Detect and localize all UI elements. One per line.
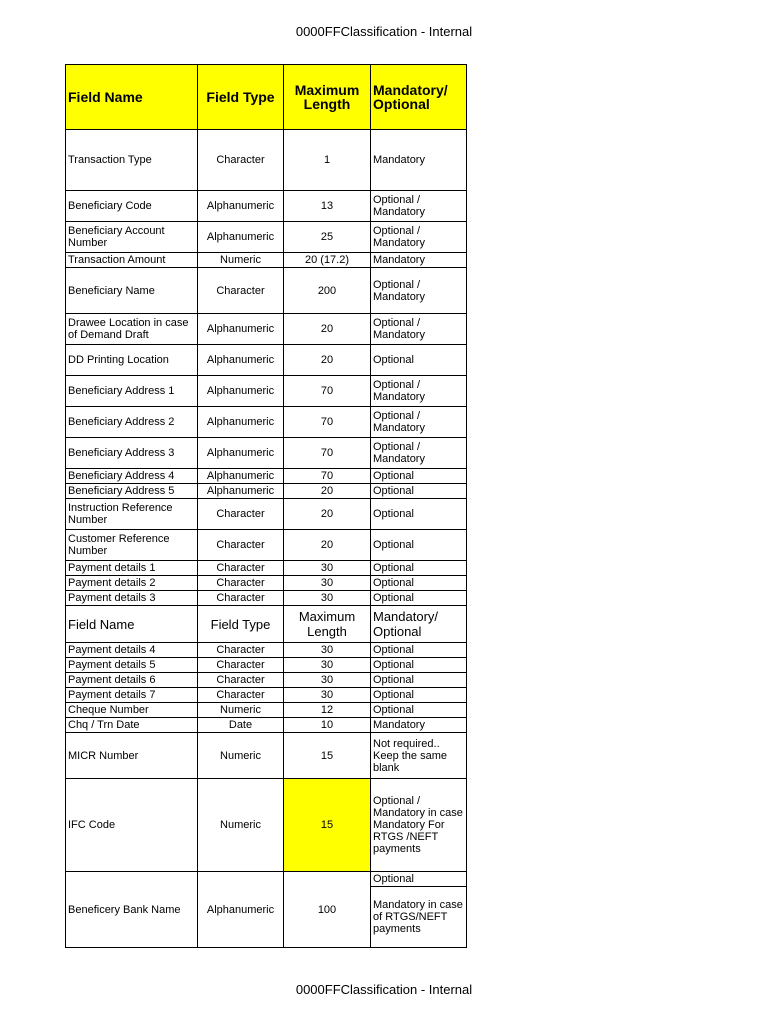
table-row xyxy=(66,407,467,438)
field-name-cell: Beneficiary Address 4 xyxy=(66,469,198,484)
field-name-cell: Beneficiary Code xyxy=(66,191,198,222)
mandatory-cell: Optional xyxy=(371,345,467,376)
max-length-cell: 70 xyxy=(284,469,371,484)
field-type-cell: Character xyxy=(198,130,284,191)
mandatory-cell: Optional xyxy=(371,658,467,673)
field-type-cell: Alphanumeric xyxy=(198,469,284,484)
mandatory-cell: Optional / Mandatory xyxy=(371,222,467,253)
mandatory-cell: Mandatory in case of RTGS/NEFT payments xyxy=(371,887,467,948)
mandatory-cell: Optional xyxy=(371,688,467,703)
table-row xyxy=(66,643,467,658)
mandatory-cell: Optional xyxy=(371,703,467,718)
max-length-cell: 200 xyxy=(284,268,371,314)
mandatory-cell: Optional / Mandatory in case Mandatory For RTGS /NEFT payments xyxy=(371,779,467,872)
max-length-cell: 30 xyxy=(284,576,371,591)
field-type-cell: Character xyxy=(198,268,284,314)
max-length-cell: 20 xyxy=(284,530,371,561)
field-name-cell: MICR Number xyxy=(66,733,198,779)
field-type-cell: Alphanumeric xyxy=(198,484,284,499)
max-length-cell: 70 xyxy=(284,407,371,438)
max-length-cell: 30 xyxy=(284,591,371,606)
field-spec-table xyxy=(65,64,467,948)
field-name-cell: Beneficery Bank Name xyxy=(66,872,198,948)
field-type-cell: Character xyxy=(198,591,284,606)
table-row xyxy=(66,314,467,345)
max-length-cell: 20 xyxy=(284,484,371,499)
mandatory-cell: Optional / Mandatory xyxy=(371,407,467,438)
field-type-cell: Character xyxy=(198,673,284,688)
table-row xyxy=(66,253,467,268)
mandatory-cell: Optional xyxy=(371,499,467,530)
field-name-cell: Payment details 2 xyxy=(66,576,198,591)
table-row xyxy=(66,484,467,499)
max-length-cell: 10 xyxy=(284,718,371,733)
field-name-cell: Drawee Location in case of Demand Draft xyxy=(66,314,198,345)
header-field-type: Field Type xyxy=(198,65,284,130)
mandatory-cell: Optional / Mandatory xyxy=(371,438,467,469)
field-name-cell: Beneficiary Account Number xyxy=(66,222,198,253)
table-row xyxy=(66,191,467,222)
mandatory-cell: Optional xyxy=(371,643,467,658)
mandatory-cell: Mandatory xyxy=(371,253,467,268)
mandatory-cell: Optional xyxy=(371,561,467,576)
table-row xyxy=(66,376,467,407)
field-type-cell: Alphanumeric xyxy=(198,222,284,253)
max-length-cell: 30 xyxy=(284,658,371,673)
mandatory-cell: Optional xyxy=(371,872,467,887)
field-type-cell: Character xyxy=(198,530,284,561)
mandatory-cell: Optional xyxy=(371,576,467,591)
field-name-cell: Payment details 3 xyxy=(66,591,198,606)
field-type-cell: Numeric xyxy=(198,253,284,268)
field-name-cell: Beneficiary Name xyxy=(66,268,198,314)
mandatory-cell: Optional xyxy=(371,591,467,606)
classification-header: 0000FFClassification - Internal xyxy=(295,24,473,39)
table-row xyxy=(66,658,467,673)
mandatory-cell: Optional / Mandatory xyxy=(371,314,467,345)
table-row xyxy=(66,688,467,703)
mandatory-cell: Optional / Mandatory xyxy=(371,191,467,222)
max-length-cell: 13 xyxy=(284,191,371,222)
table-row xyxy=(66,591,467,606)
max-length-cell: 20 xyxy=(284,499,371,530)
field-type-cell: Character xyxy=(198,643,284,658)
table-row xyxy=(66,703,467,718)
header-mandatory: Mandatory/ Optional xyxy=(371,65,467,130)
field-name-cell: Transaction Amount xyxy=(66,253,198,268)
table-row xyxy=(66,779,467,872)
field-name-cell: Beneficiary Address 1 xyxy=(66,376,198,407)
field-name-cell: Chq / Trn Date xyxy=(66,718,198,733)
mandatory-cell: Optional xyxy=(371,530,467,561)
table-row xyxy=(66,561,467,576)
mandatory-cell: Optional / Mandatory xyxy=(371,376,467,407)
field-type-cell: Character xyxy=(198,688,284,703)
field-name-cell: Payment details 7 xyxy=(66,688,198,703)
field-type-cell: Numeric xyxy=(198,703,284,718)
field-name-cell: Payment details 1 xyxy=(66,561,198,576)
mandatory-cell: Mandatory xyxy=(371,718,467,733)
max-length-cell: 15 xyxy=(284,733,371,779)
field-name-cell: IFC Code xyxy=(66,779,198,872)
header-field-name: Field Name xyxy=(66,606,198,643)
table-row xyxy=(66,438,467,469)
field-name-cell: Payment details 5 xyxy=(66,658,198,673)
field-name-cell: Beneficiary Address 3 xyxy=(66,438,198,469)
classification-footer: 0000FFClassification - Internal xyxy=(295,982,473,997)
field-name-cell: DD Printing Location xyxy=(66,345,198,376)
table-header-row xyxy=(66,65,467,130)
max-length-cell: 30 xyxy=(284,561,371,576)
field-name-cell: Transaction Type xyxy=(66,130,198,191)
table-row xyxy=(66,469,467,484)
max-length-cell: 30 xyxy=(284,643,371,658)
mandatory-cell: Optional xyxy=(371,469,467,484)
field-type-cell: Character xyxy=(198,658,284,673)
mandatory-cell: Mandatory xyxy=(371,130,467,191)
table-row xyxy=(66,499,467,530)
table-row xyxy=(66,530,467,561)
table-row xyxy=(66,576,467,591)
table-header-row-repeat xyxy=(66,606,467,643)
table-row xyxy=(66,130,467,191)
field-name-cell: Instruction Reference Number xyxy=(66,499,198,530)
field-type-cell: Alphanumeric xyxy=(198,345,284,376)
table-row xyxy=(66,718,467,733)
table-row xyxy=(66,733,467,779)
table-row xyxy=(66,222,467,253)
max-length-cell: 30 xyxy=(284,688,371,703)
field-type-cell: Alphanumeric xyxy=(198,314,284,345)
field-type-cell: Numeric xyxy=(198,779,284,872)
field-type-cell: Alphanumeric xyxy=(198,407,284,438)
max-length-cell: 25 xyxy=(284,222,371,253)
header-field-name: Field Name xyxy=(66,65,198,130)
max-length-cell: 30 xyxy=(284,673,371,688)
table-row xyxy=(66,345,467,376)
field-name-cell: Cheque Number xyxy=(66,703,198,718)
max-length-cell: 20 xyxy=(284,345,371,376)
header-field-type: Field Type xyxy=(198,606,284,643)
field-type-cell: Alphanumeric xyxy=(198,376,284,407)
max-length-cell: 15 xyxy=(284,779,371,872)
table-row xyxy=(66,872,467,887)
header-max-length: Maximum Length xyxy=(284,606,371,643)
field-type-cell: Alphanumeric xyxy=(198,872,284,948)
table-row xyxy=(66,673,467,688)
max-length-cell: 12 xyxy=(284,703,371,718)
field-type-cell: Character xyxy=(198,499,284,530)
header-mandatory: Mandatory/ Optional xyxy=(371,606,467,643)
max-length-cell: 100 xyxy=(284,872,371,948)
field-name-cell: Beneficiary Address 5 xyxy=(66,484,198,499)
max-length-cell: 70 xyxy=(284,376,371,407)
field-type-cell: Numeric xyxy=(198,733,284,779)
field-name-cell: Customer Reference Number xyxy=(66,530,198,561)
field-type-cell: Alphanumeric xyxy=(198,191,284,222)
mandatory-cell: Not required.. Keep the same blank xyxy=(371,733,467,779)
field-name-cell: Payment details 6 xyxy=(66,673,198,688)
max-length-cell: 20 (17.2) xyxy=(284,253,371,268)
field-type-cell: Character xyxy=(198,576,284,591)
mandatory-cell: Optional xyxy=(371,673,467,688)
field-type-cell: Date xyxy=(198,718,284,733)
field-type-cell: Character xyxy=(198,561,284,576)
max-length-cell: 70 xyxy=(284,438,371,469)
field-type-cell: Alphanumeric xyxy=(198,438,284,469)
header-max-length: Maximum Length xyxy=(284,65,371,130)
max-length-cell: 20 xyxy=(284,314,371,345)
table-row xyxy=(66,268,467,314)
max-length-cell: 1 xyxy=(284,130,371,191)
field-name-cell: Beneficiary Address 2 xyxy=(66,407,198,438)
mandatory-cell: Optional / Mandatory xyxy=(371,268,467,314)
field-name-cell: Payment details 4 xyxy=(66,643,198,658)
mandatory-cell: Optional xyxy=(371,484,467,499)
